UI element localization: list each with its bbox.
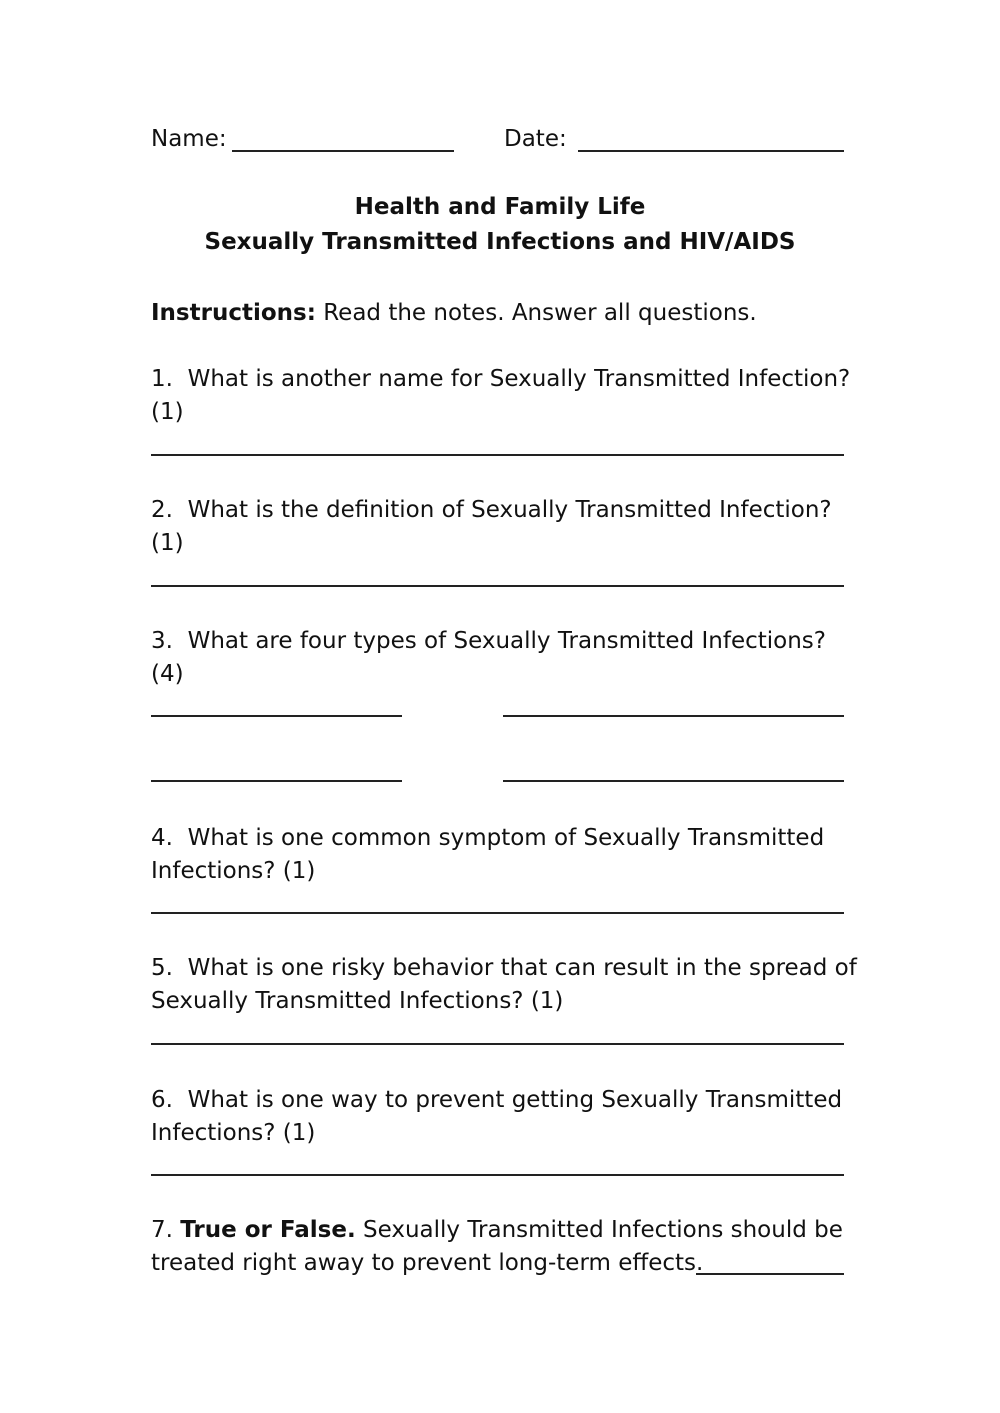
question-3-answer-line-1[interactable] — [151, 715, 402, 717]
question-7-answer-line[interactable] — [696, 1273, 844, 1275]
question-7 — [151, 1214, 843, 1247]
question-number: 7. — [151, 1217, 173, 1243]
page-subtitle: Sexually Transmitted Infections and HIV/AIDS — [204, 229, 796, 255]
question-1-marks: (1) — [151, 399, 184, 425]
question-text: What is another name for Sexually Transmitted Infection? — [187, 366, 851, 392]
question-number: 3. — [151, 628, 173, 654]
question-6 — [151, 1084, 842, 1117]
date-label: Date: — [504, 126, 567, 152]
question-text: What is the definition of Sexually Transmitted Infection? — [187, 497, 832, 523]
question-5-answer-line[interactable] — [151, 1043, 844, 1045]
question-4-line-2: Infections? (1) — [151, 858, 316, 884]
question-text: Sexually Transmitted Infections should be — [363, 1217, 843, 1243]
page-title: Health and Family Life — [354, 194, 646, 220]
question-3-marks: (4) — [151, 661, 184, 687]
question-2 — [151, 494, 832, 527]
question-6-answer-line[interactable] — [151, 1174, 844, 1176]
question-2-marks: (1) — [151, 530, 184, 556]
question-text: What are four types of Sexually Transmitted Infections? — [187, 628, 826, 654]
instructions-text: Read the notes. Answer all questions. — [323, 300, 757, 326]
question-number: 1. — [151, 366, 173, 392]
question-1-answer-line[interactable] — [151, 454, 844, 456]
question-number: 5. — [151, 955, 173, 981]
question-3-answer-line-3[interactable] — [151, 780, 402, 782]
question-3-answer-line-4[interactable] — [503, 780, 844, 782]
question-1 — [151, 363, 850, 396]
question-number: 4. — [151, 825, 173, 851]
question-4 — [151, 822, 824, 855]
question-3 — [151, 625, 826, 658]
name-label: Name: — [151, 126, 227, 152]
question-number: 6. — [151, 1087, 173, 1113]
date-answer-line[interactable] — [578, 150, 844, 152]
question-3-answer-line-2[interactable] — [503, 715, 844, 717]
question-5 — [151, 952, 857, 985]
question-7-line-2: treated right away to prevent long-term effects. — [151, 1250, 704, 1276]
true-false-label: True or False. — [180, 1217, 356, 1243]
question-5-line-2: Sexually Transmitted Infections? (1) — [151, 988, 564, 1014]
question-6-line-2: Infections? (1) — [151, 1120, 316, 1146]
question-number: 2. — [151, 497, 173, 523]
instructions — [151, 297, 757, 330]
name-answer-line[interactable] — [232, 150, 454, 152]
question-text: What is one risky behavior that can result in the spread of — [187, 955, 857, 981]
question-2-answer-line[interactable] — [151, 585, 844, 587]
question-4-answer-line[interactable] — [151, 912, 844, 914]
question-text: What is one common symptom of Sexually Transmitted — [187, 825, 825, 851]
question-text: What is one way to prevent getting Sexually Transmitted — [187, 1087, 843, 1113]
instructions-label: Instructions: — [151, 300, 316, 326]
